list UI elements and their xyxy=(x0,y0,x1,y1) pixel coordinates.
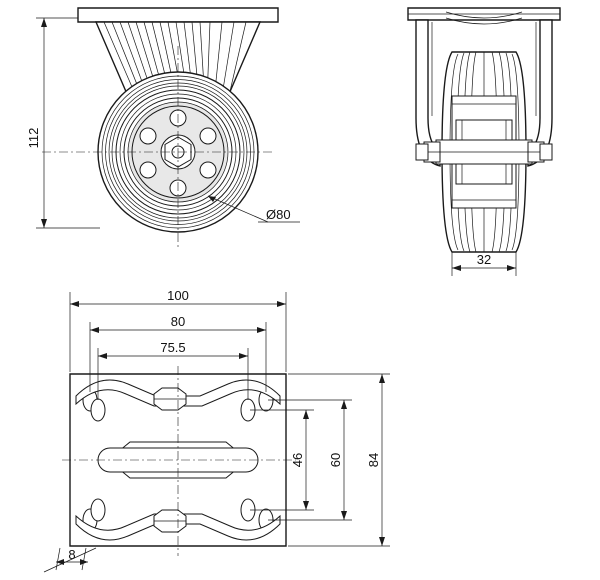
dimension-60-label: 60 xyxy=(328,452,343,468)
front-view xyxy=(26,8,300,248)
dimension-80-label: 80 xyxy=(170,314,186,329)
dimension-46-label: 46 xyxy=(290,452,305,468)
dimension-32 xyxy=(452,252,516,276)
side-view xyxy=(408,8,560,276)
dimension-755-label: 75.5 xyxy=(160,340,186,355)
dimension-84-label: 84 xyxy=(366,452,381,468)
dimension-112-label: 112 xyxy=(26,127,41,149)
dimension-100-label: 100 xyxy=(167,288,189,303)
dimension-8 xyxy=(44,547,96,572)
top-view xyxy=(44,288,390,572)
front-mounting-plate xyxy=(78,8,278,22)
dimension-dia80-label: Ø80 xyxy=(266,207,291,222)
side-axle xyxy=(416,140,552,164)
dimension-32-label: 32 xyxy=(476,252,492,267)
dimension-112 xyxy=(26,18,100,228)
dimension-8-label: 8 xyxy=(68,547,76,562)
